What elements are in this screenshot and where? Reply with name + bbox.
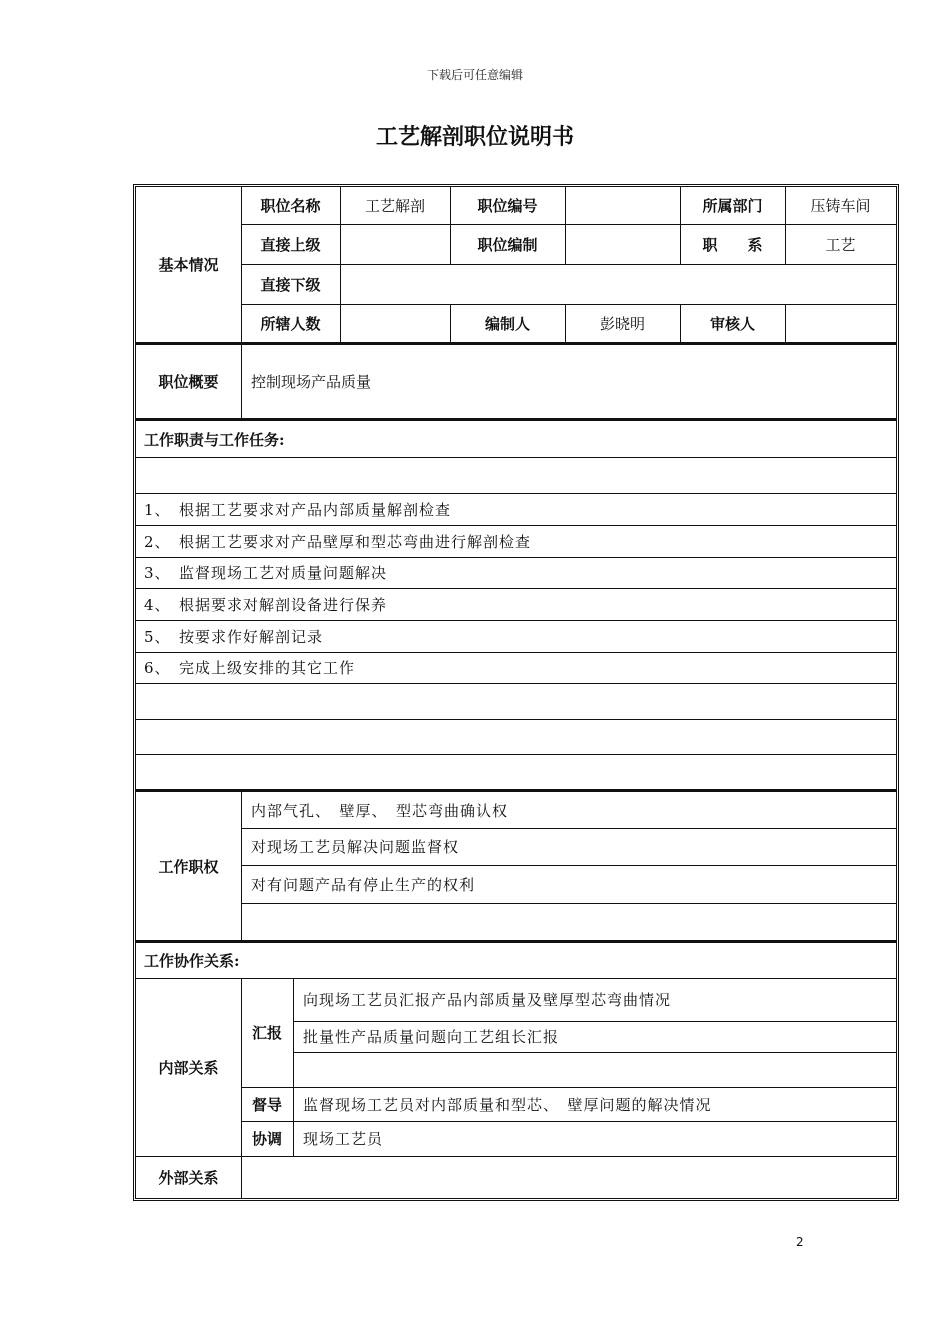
report-item: 批量性产品质量问题向工艺组长汇报 [303,1028,560,1046]
internal-relations-label: 内部关系 [158,1058,219,1077]
supervise-value: 监督现场工艺员对内部质量和型芯、 壁厚问题的解决情况 [303,1095,712,1114]
position-code-value [565,187,680,224]
headcount-value [565,224,680,264]
department-value: 压铸车间 [810,197,871,215]
department-label: 所属部门 [702,197,763,215]
basic-info-label: 基本情况 [158,256,219,274]
row-line [136,457,896,458]
superior-value [340,224,450,264]
duty-item: 1、 根据工艺要求对产品内部质量解剖检查 [144,500,452,519]
author-label: 编制人 [484,314,530,333]
duty-item: 2、 根据工艺要求对产品壁厚和型芯弯曲进行解剖检查 [144,532,532,551]
duties-heading: 工作职责与工作任务: [144,430,285,449]
report-item [293,1052,896,1087]
coordinate-value: 现场工艺员 [303,1130,384,1148]
subordinate-value [340,264,896,304]
authority-label: 工作职权 [158,857,219,876]
author-value: 彭晓明 [599,314,645,333]
authority-item: 对有问题产品有停止生产的权利 [251,875,476,894]
report-label: 汇报 [251,1024,282,1042]
job-description-table [133,184,899,1201]
series-value: 工艺 [825,235,856,254]
managed-count-value [340,304,450,342]
supervise-label: 督导 [251,1095,282,1114]
subordinate-label: 直接下级 [260,275,321,294]
position-code-label: 职位编号 [477,197,538,215]
duty-item: 5、 按要求作好解剖记录 [144,627,324,646]
reviewer-value [785,304,896,342]
external-relations-value [241,1156,896,1198]
superior-label: 直接上级 [260,235,321,254]
authority-item [241,903,896,940]
headcount-label: 职位编制 [477,235,538,254]
duty-item: 3、 监督现场工艺对质量问题解决 [144,564,388,582]
authority-item: 对现场工艺员解决问题监督权 [251,838,460,856]
page-number: 2 [796,1235,804,1249]
position-name-value: 工艺解剖 [364,197,425,215]
external-relations-label: 外部关系 [158,1168,219,1187]
authority-item: 内部气孔、 壁厚、 型芯弯曲确认权 [251,801,509,820]
reviewer-label: 审核人 [709,314,755,333]
managed-count-label: 所辖人数 [260,314,321,333]
summary-label: 职位概要 [158,373,219,391]
relations-heading: 工作协作关系: [144,952,240,970]
duty-item: 4、 根据要求对解剖设备进行保养 [144,595,388,614]
position-name-label: 职位名称 [260,197,321,215]
row-line [136,754,896,755]
report-item: 向现场工艺员汇报产品内部质量及壁厚型芯弯曲情况 [303,991,672,1009]
summary-value: 控制现场产品质量 [251,373,372,391]
row-line [136,683,896,684]
page-title: 工艺解剖职位说明书 [375,125,574,150]
coordinate-label: 协调 [251,1130,282,1148]
row-line [136,719,896,720]
series-label: 职 系 [702,235,763,254]
header-note: 下载后可任意编辑 [426,68,523,82]
duty-item: 6、 完成上级安排的其它工作 [144,659,356,677]
